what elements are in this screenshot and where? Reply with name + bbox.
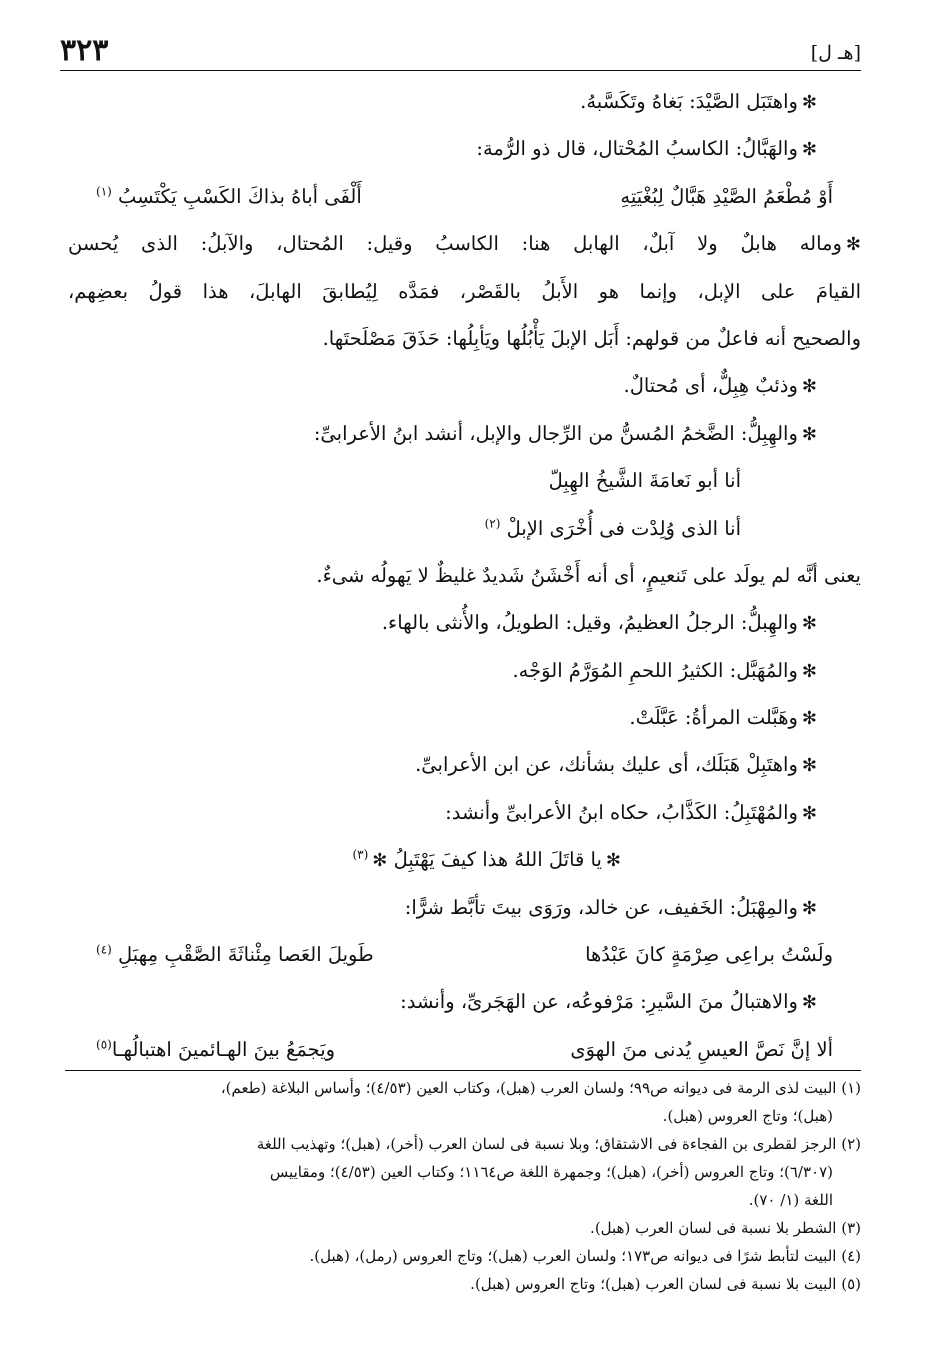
page-header bbox=[60, 28, 861, 71]
text-line bbox=[68, 647, 861, 694]
footnote-line: (هبل)؛ وتاج العروس (هبل). bbox=[662, 1107, 833, 1125]
footnote-ref: (١) bbox=[96, 184, 112, 199]
section-tag: [هـ ل] bbox=[810, 42, 861, 64]
text-line bbox=[68, 268, 861, 315]
text-line bbox=[68, 599, 861, 646]
text-line bbox=[68, 552, 861, 599]
footnote-ref: (٣) bbox=[352, 847, 369, 862]
line-text: والهَبَّالُ: الكاسبُ المُحْتال، قال ذو الرُّمة: bbox=[476, 137, 798, 161]
verse-first-hemistich: أَوْ مُطْعَمُ الصَّيْدِ هَبَّالٌ لِبُغْيَتِهِ bbox=[620, 184, 833, 208]
footnote-ref: (٥) bbox=[96, 1037, 112, 1052]
footnote-line: (٦/٣٠٧)؛ وتاج العروس (أخر)، (هبل)؛ وجمهرة اللغة ص١١٦٤؛ وكتاب العين (٤/٥٣)؛ ومقاييس bbox=[269, 1163, 833, 1181]
verse-second-hemistich: أَلْفَى أباهُ بذاكَ الكَسْبِ يَكْتَسِبُ $^{(١)}$ bbox=[96, 184, 362, 208]
line-text: والمُهْتَبِلُ: الكَذَّابُ، حكاه ابنُ الأعرابىِّ وأنشد: bbox=[445, 800, 798, 824]
footnote-line: اللغة (١/ ٧٠). bbox=[748, 1191, 833, 1209]
footnote-divider bbox=[65, 1070, 861, 1071]
text-line bbox=[68, 315, 861, 362]
line-text: والهِبلُّ: الرجلُ العظيمُ، وقيل: الطويلُ، والأُنثى بالهاء. bbox=[381, 611, 798, 635]
text-line bbox=[68, 125, 861, 172]
text-line bbox=[68, 78, 861, 125]
text-line bbox=[68, 978, 861, 1025]
star-icon: ✻ bbox=[845, 234, 861, 256]
rajaz-line bbox=[68, 505, 861, 552]
line-text: وماله هابلٌ ولا آبلٌ، الهابل هنا: الكاسبُ وقيل: المُحتال، والآبلُ: الذى يُحسن bbox=[68, 232, 842, 256]
star-icon: ✻ bbox=[605, 850, 621, 872]
footnote-line: (٣) الشطر بلا نسبة فى لسان العرب (هبل). bbox=[590, 1219, 861, 1237]
page-number: ٣٢٣ bbox=[60, 33, 109, 68]
footnote-line: (١) البيت لذى الرمة فى ديوانه ص٩٩؛ ولسان العرب (هبل)، وكتاب العين (٤/٥٣)؛ وأساس البلاغة (طعم)، bbox=[220, 1079, 861, 1097]
line-text: يعنى أنَّه لم يولَد على تَنعيمٍ، أى أنه أَخْشَنُ شَديدٌ غليظٌ لا يَهولُه شىءٌ. bbox=[316, 563, 861, 587]
text-line bbox=[68, 362, 861, 409]
star-icon: ✻ bbox=[801, 755, 817, 777]
line-text: أنا أبو نَعامَةَ الشَّيخُ الهِبِلّ bbox=[548, 469, 741, 493]
text-line bbox=[68, 410, 861, 457]
footnotes bbox=[68, 1074, 861, 1298]
verse-first-hemistich: ولَسْتُ براعِى صِرْمَةٍ كانَ عَبْدُها bbox=[585, 943, 833, 967]
rajaz-line bbox=[68, 457, 861, 504]
verse-second-hemistich: طَويلَ العَصا مِئْناثَةَ الصَّقْبِ مِهبَلِ $^{(٤)}$ bbox=[96, 942, 374, 967]
line-text: واهتَبِلْ هَبَلَك، أى عليك بشأنك، عن ابن الأعرابىِّ. bbox=[415, 753, 798, 777]
footnote-line: (٥) البيت بلا نسبة فى لسان العرب (هبل)؛ وتاج العروس (هبل). bbox=[470, 1275, 861, 1293]
footnote-ref: (٤) bbox=[96, 942, 112, 957]
star-icon: ✻ bbox=[801, 376, 817, 398]
star-icon: ✻ bbox=[801, 660, 817, 682]
verse-first-hemistich: ألا إنَّ نَصَّ العيسِ يُدنى منَ الهوَى bbox=[570, 1037, 833, 1061]
line-text: وهَبَّلت المرأةُ: عَبَّلَتْ. bbox=[629, 706, 798, 730]
star-icon: ✻ bbox=[801, 708, 817, 730]
text-line bbox=[68, 789, 861, 836]
main-text bbox=[68, 78, 861, 1073]
star-icon: ✻ bbox=[372, 850, 388, 872]
text-line bbox=[68, 741, 861, 788]
footnote-line: (٤) البيت لتأبط شرًا فى ديوانه ص١٧٣؛ ولسان العرب (هبل)؛ وتاج العروس (رمل)، (هبل). bbox=[309, 1247, 861, 1265]
star-icon: ✻ bbox=[801, 139, 817, 161]
star-icon: ✻ bbox=[801, 992, 817, 1014]
footnote-ref: (٢) bbox=[484, 516, 501, 531]
line-text: وذئبٌ هِبِلٌّ، أى مُحتالٌ. bbox=[623, 374, 798, 398]
text-line bbox=[68, 694, 861, 741]
line-text: يا قاتَلَ اللهُ هذا كيفَ يَهْتَبِلُ bbox=[393, 848, 602, 872]
text-line bbox=[68, 884, 861, 931]
star-icon: ✻ bbox=[801, 423, 817, 445]
line-text: أنا الذى وُلِدْت فى أُخْرَى الإبلْ bbox=[506, 516, 741, 540]
line-text: والمُهَبَّل: الكثيرُ اللحمِ المُوَرَّمُ الوَجْه. bbox=[512, 658, 798, 682]
poetry-verse bbox=[68, 931, 861, 978]
rajaz-line bbox=[68, 836, 861, 883]
footnote-line: (٢) الرجز لقطرى بن الفجاءة فى الاشتقاق؛ وبلا نسبة فى لسان العرب (أخر)، (هبل)؛ وتهذيب اللغة bbox=[256, 1135, 861, 1153]
line-text: والمِهْبَلُ: الخَفيف، عن خالد، ورَوَى بيتَ تأبَّط شرًّا: bbox=[404, 895, 798, 919]
line-text: والصحيح أنه فاعلٌ من قولهم: أَبَل الإبلَ يَأْبُلُها ويَأبِلُها: حَذَقَ مَصْلَحتَها. bbox=[322, 326, 861, 350]
line-text: والاهتبالُ منَ السَّيرِ: مَرْفوعُه، عن الهَجَرىِّ، وأنشد: bbox=[400, 990, 798, 1014]
star-icon: ✻ bbox=[801, 92, 817, 113]
verse-second-hemistich: ويَجمَعُ بينَ الهـائمينَ اهتبالُهـا$^{(٥)}$ bbox=[96, 1037, 336, 1061]
star-icon: ✻ bbox=[801, 897, 817, 919]
line-text: واهتَبَل الصَّيْدَ: بَغاهُ وتَكَسَّبهُ. bbox=[580, 90, 798, 113]
text-line bbox=[68, 220, 861, 267]
star-icon: ✻ bbox=[801, 802, 817, 824]
poetry-verse bbox=[68, 1026, 861, 1073]
line-text: والهِبِلُّ: الضَّخمُ المُسنُّ من الرِّجال والإبل، أنشد ابنُ الأعرابىِّ: bbox=[313, 421, 798, 445]
line-text: القيامَ على الإبل، وإنما هو الأَبلُ بالقَصْر، فمَدَّه لِيُطابقَ الهابلَ، هذا قولُ بعضِهم، bbox=[68, 279, 861, 303]
poetry-verse bbox=[68, 173, 861, 220]
star-icon: ✻ bbox=[801, 613, 817, 635]
